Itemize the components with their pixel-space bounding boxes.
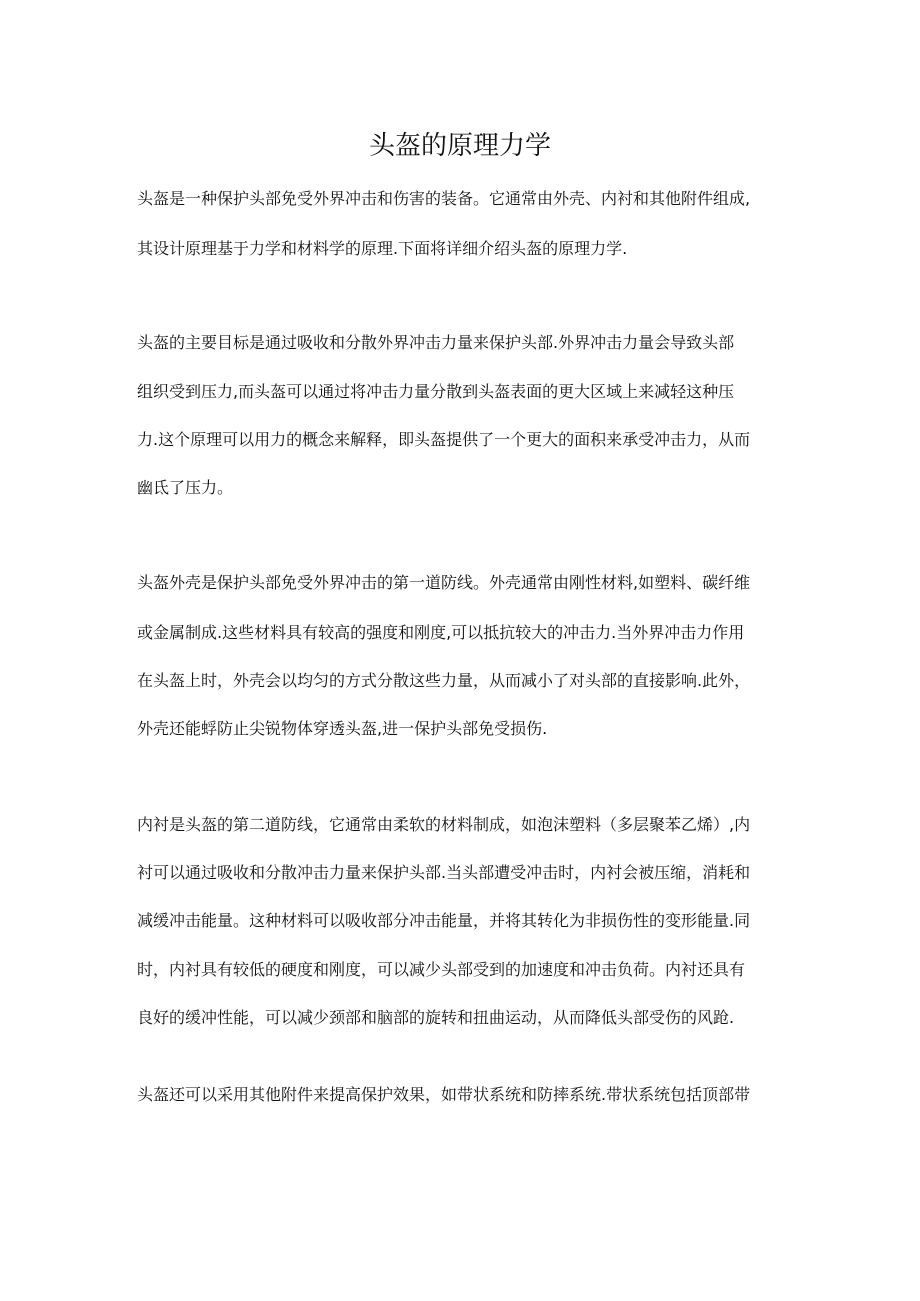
- paragraph-5-line-1: 头盔还可以采用其他附件来提高保护效果，如带状系统和防摔系统.带状系统包括顶部带: [137, 1085, 751, 1104]
- paragraph-4-line-3: 减缓冲击能量。这种材料可以吸收部分冲击能量，并将其转化为非损伤性的变形能量.同: [137, 911, 751, 930]
- paragraph-3-line-1: 头盔外壳是保护头部免受外界冲击的第一道防线。外壳通常由刚性材料,如塑料、碳纤维: [137, 573, 751, 592]
- paragraph-3-line-2: 或金属制成.这些材料具有较高的强度和刚度,可以抵抗较大的冲击力.当外界冲击力作用: [137, 623, 745, 642]
- paragraph-2-line-1: 头盔的主要目标是通过吸收和分散外界冲击力量来保护头部.外界冲击力量会导致头部: [137, 333, 735, 352]
- paragraph-4-line-2: 衬可以通过吸收和分散冲击力量来保护头部.当头部遭受冲击时，内衬会被压缩，消耗和: [137, 863, 751, 882]
- paragraph-4-line-5: 良好的缓冲性能，可以减少颈部和脑部的旋转和扭曲运动，从而降低头部受伤的风跄.: [137, 1008, 735, 1027]
- paragraph-2-line-4: 幽氐了压力。: [137, 478, 234, 497]
- paragraph-4-line-1: 内衬是头盔的第二道防线，它通常由柔软的材料制成，如泡沫塑料（多层聚苯乙烯）,内: [137, 815, 751, 834]
- paragraph-2-line-2: 组织受到压力,而头盔可以通过将冲击力量分散到头盔表面的更大区域上来减轻这种压: [137, 382, 735, 401]
- paragraph-4-line-4: 时，内衬具有较低的硬度和刚度，可以减少头部受到的加速度和冲击负荷。内衬还具有: [137, 960, 746, 979]
- paragraph-3-line-3: 在头盔上时，外壳会以均匀的方式分散这些力量，从而减小了对头部的直接影响.此外，: [137, 671, 751, 690]
- paragraph-2-line-3: 力.这个原理可以用力的概念来解释，即头盔提供了一个更大的面积来承受冲击力，从而: [137, 430, 751, 449]
- paragraph-1-line-2: 其设计原理基于力学和材料学的原理.下面将详细介绍头盔的原理力学.: [137, 239, 628, 258]
- document-title: 头盔的原理力学: [368, 131, 551, 161]
- paragraph-3-line-4: 外壳还能蜉防止尖锐物体穿透头盔,进一保护头部免受损伤.: [137, 719, 548, 738]
- paragraph-1-line-1: 头盔是一种保护头部免受外界冲击和伤害的装备。它通常由外壳、内衬和其他附件组成,: [137, 189, 751, 208]
